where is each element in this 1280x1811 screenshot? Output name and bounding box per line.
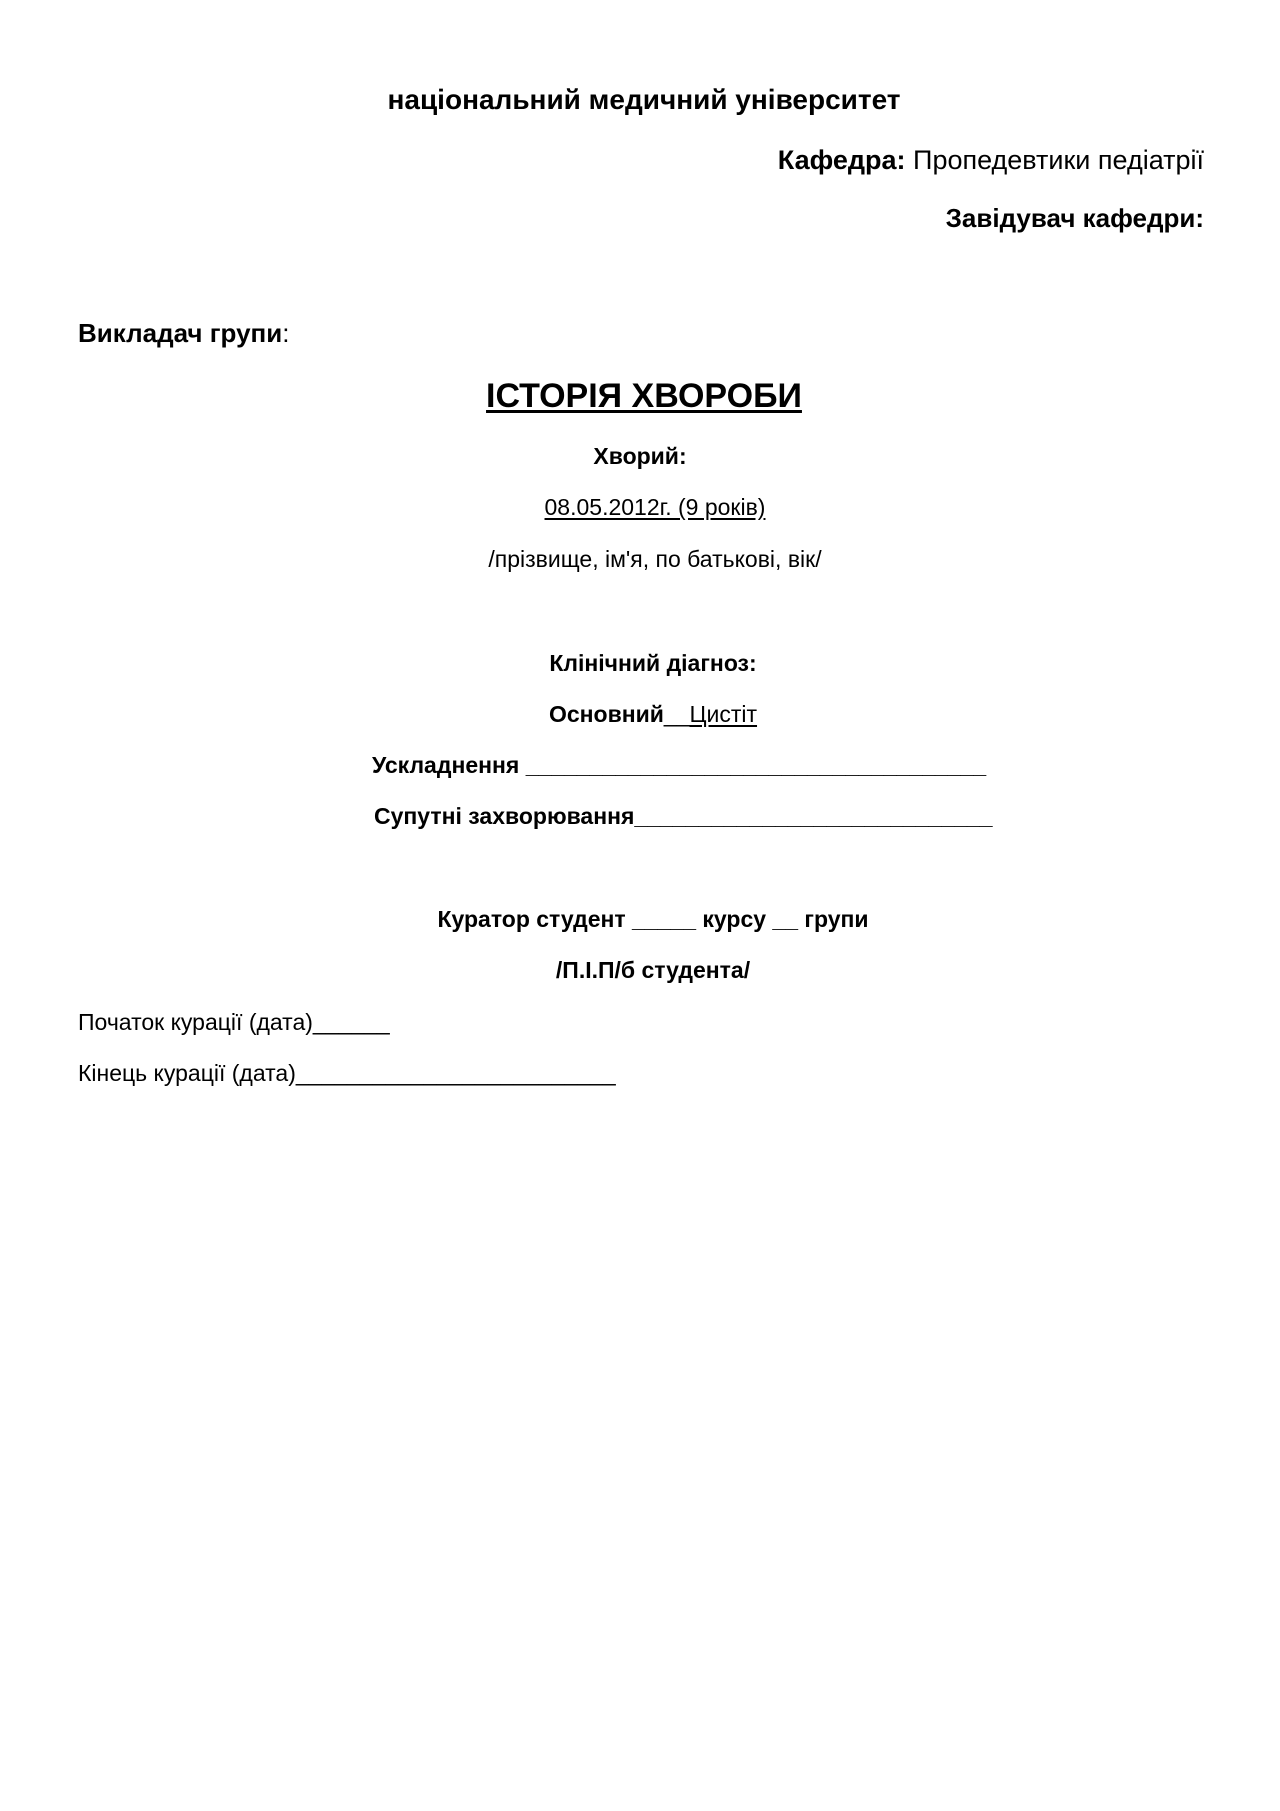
diagnosis-heading (0, 652, 1280, 675)
patient-label-text: Хворий: (593, 443, 687, 469)
curation-end (78, 1062, 616, 1085)
department-line (778, 147, 1204, 174)
university-name-text: національний медичний університет (387, 84, 901, 115)
diagnosis-comorbidities-text: Супутні захворювання____________________________ (374, 803, 993, 829)
curation-start-text: Початок курації (дата)______ (78, 1009, 390, 1035)
patient-birth-date (0, 496, 1280, 519)
teacher-colon: : (282, 318, 290, 348)
diagnosis-main-label: Основний (548, 701, 664, 727)
teacher-label: Викладач групи (78, 318, 283, 348)
diagnosis-heading-text: Клінічний діагноз: (549, 650, 757, 676)
curation-start (78, 1011, 390, 1034)
patient-label (0, 445, 1280, 468)
document-title-text: ІСТОРІЯ ХВОРОБИ (486, 377, 802, 415)
curator-caption (0, 959, 1280, 982)
department-label: Кафедра: (777, 145, 906, 175)
patient-caption-text: /прізвище, ім'я, по батькові, вік/ (488, 546, 822, 572)
department-value: Пропедевтики педіатрії (913, 145, 1204, 175)
diagnosis-comorbidities (374, 805, 993, 828)
diagnosis-main (0, 703, 1280, 726)
diagnosis-main-blank: __ (663, 701, 690, 727)
teacher-line (78, 320, 289, 346)
university-name (0, 86, 1280, 114)
curator-caption-text: /П.І.П/б студента/ (555, 957, 751, 983)
head-of-department-text: Завідувач кафедри: (945, 203, 1204, 233)
patient-caption (0, 548, 1280, 571)
document-title (0, 379, 1280, 413)
patient-birth-date-text: 08.05.2012г. (9 років) (544, 494, 766, 520)
diagnosis-main-value: Цистіт (689, 701, 758, 727)
curator-line (0, 908, 1280, 931)
diagnosis-complications-text: Ускладнення ____________________________________ (372, 752, 987, 778)
head-of-department (946, 205, 1204, 231)
curator-line-text: Куратор студент _____ курсу __ групи (437, 906, 869, 932)
curation-end-text: Кінець курації (дата)_________________________ (78, 1060, 616, 1086)
diagnosis-complications (372, 754, 986, 777)
